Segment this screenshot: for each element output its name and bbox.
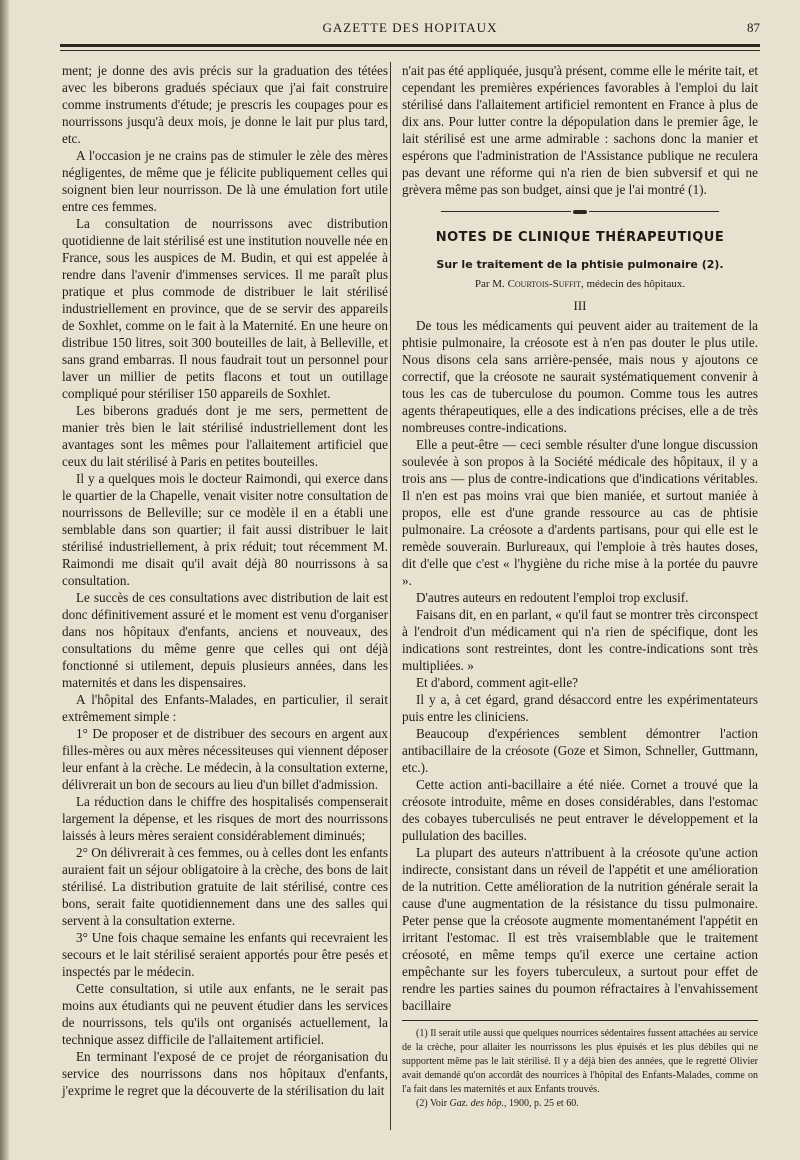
article-title: Sur le traitement de la phtisie pulmonaire (2). [436,258,724,271]
paragraph: 2° On délivrerait à ces femmes, ou à celles dont les enfants auraient fait un séjour obligatoire à la crèche, des bons de lait stérilisé. La distribution gratuite de lait stérilisé, contre ces bons, serait faite quotidiennement dans une des salles qui servent à la consultation externe. [62,845,388,928]
footnote-2 [402,1097,758,1111]
article-part-number: III [573,298,587,313]
paragraph: 3° Une fois chaque semaine les enfants qui recevraient les secours et le lait stérilisé seraient apportés pour être pesés et inspectés par le médecin. [62,930,388,979]
paragraph: En terminant l'exposé de ce projet de réorganisation du service des nourrissons dans nos hôpitaux d'enfants, j'exprime le regret que la découverte de la stérilisation du lait [62,1049,388,1098]
paragraph: Beaucoup d'expériences semblent démontrer l'action antibacillaire de la créosote (Goze et Simon, Schneller, Guttmann, etc.). [402,726,758,775]
paragraph: La plupart des auteurs n'attribuent à la créosote qu'une action indirecte, consistant dans un réveil de l'appétit et une amélioration de la nutrition. Cette amélioration de la nutrition générale serait la cause d'une augmentation de la résistance du tissu pulmonaire. Peter pense que la créosote augmente momentanément l'appétit en irritant l'estomac. Il est très vraisemblable que le traitement créosoté, en même temps qu'il exerce une certaine action empêchante sur les foyers tuberculeux, a surtout pour effet de rendre les parties saines du poumon réfractaires à l'envahissement bacillaire [402,845,758,1013]
byline-prefix: Par M. [474,278,505,290]
paragraph: Cette action anti-bacillaire a été niée. Cornet a trouvé que la créosote introduite, même en doses considérables, dans l'estomac des cobayes tuberculisés ne peut entraver le développement et la pullulation des bacilles. [402,777,758,843]
byline-author: Courtois-Suffit, [507,278,584,290]
paragraph: n'ait pas été appliquée, jusqu'à présent, comme elle le mérite tait, et cependant les premières expériences favorables à l'emploi du lait stérilisé dans l'allaitement artificiel remontent en France à plus de dix ans. Pour lutter contre la dépopulation dans le premier âge, le lait stérilisé est une arme admirable : sachons donc la manier et espérons que l'administration de l'Assistance publique ne reculera pas devant une réforme qui n'a rien de bien subversif et qui ne grèvera même pas son budget, ainsi que je l'ai montré (1). [402,63,758,197]
paragraph: Faisans dit, en en parlant, « qu'il faut se montrer très circonspect à l'endroit d'un médicament qui n'a rien de spécifique, dont les indications sont restreintes, dont les contre-indications sont très multipliées. » [402,607,758,673]
footnote-rule [402,1020,758,1021]
paragraph: Cette consultation, si utile aux enfants, ne le serait pas moins aux étudiants qui ne peuvent étudier dans les services de nourrissons, tels qu'ils ont organisés actuellement, la technique assez difficile de l'allaitement artificiel. [62,981,388,1047]
paragraph: Les biberons gradués dont je me sers, permettent de manier très bien le lait stérilisé industriellement dont les avantages sont les mêmes pour l'allaitement artificiel que ceux du lait stérilisé à Paris en petites bouteilles. [62,403,388,469]
footnote-1: (1) Il serait utile aussi que quelques nourrices sédentaires fussent attachées au service de la crèche, pour allaiter les nourrissons les plus épuisés et les plus débiles qui ne supportent même pas le lait stérilisé. Il y a déjà bien des années, que le regretté Olivier avait demandé qu'on accordât des nourrices à l'hôpital des Enfants-Malades, comme on l'a fait dans les maternités et aux Enfants trouvés. [402,1028,758,1095]
page-spine-shadow [0,0,10,1160]
paragraph: La consultation de nourrissons avec distribution quotidienne de lait stérilisé est une institution nouvelle née en France, sous les auspices de M. Budin, et qui est appelée à rendre dans l'avenir d'immenses services. Il me paraît plus pratique et plus commode de distribuer le lait stérilisé industriellement en province, que de se servir des appareils de Soxhlet, comme on le fait à la Maternité. En une heure on distribue 150 litres, soit 300 bouteilles de lait, à Belleville, et sans grand embarras. Il nous faudrait tout un personnel pour laver un millier de petits flacons et tout un outillage compliqué pour stériliser 150 appareils de Soxhlet. [62,216,388,401]
paragraph: Il y a quelques mois le docteur Raimondi, qui exerce dans le quartier de la Chapelle, venait visiter notre consultation de nourrissons de Belleville; sur ce modèle il en a établi une semblable dans son quartier; il fait aussi distribuer le lait stérilisé industriellement, à prix réduit; tout récemment M. Raimondi me disait qu'il avait déjà 80 nourrissons à sa consultation. [62,471,388,588]
journal-title: GAZETTE DES HOPITAUX [322,20,498,35]
header-rule-thin [60,50,760,51]
paragraph: D'autres auteurs en redoutent l'emploi trop exclusif. [416,590,689,605]
header-rule-thick [60,44,760,47]
paragraph: A l'hôpital des Enfants-Malades, en particulier, il serait extrêmement simple : [62,692,388,724]
byline-suffix: médecin des hôpitaux. [586,278,686,290]
right-column [402,62,758,1111]
section-separator [402,202,758,219]
left-column [62,62,388,1099]
footnote-2-journal: Gaz. des hôp., [449,1098,507,1109]
section-title: NOTES DE CLINIQUE THÉRAPEUTIQUE [435,230,725,245]
paragraph: Le succès de ces consultations avec distribution de lait est donc définitivement assuré et le moment est venu d'organiser dans nos hôpitaux d'enfants, anciens et nouveaux, des consultations du même genre que celles qui ont déjà fonctionné si utilement, depuis plusieurs années, dans les maternités et dans les dispensaires. [62,590,388,690]
paragraph: La réduction dans le chiffre des hospitalisés compenserait largement la dépense, et les risques de mort des nourrissons laissés à leurs mères seraient considérablement diminués; [62,794,388,843]
paragraph: 1° De proposer et de distribuer des secours en argent aux filles-mères ou aux mères nécessiteuses qui viennent déposer leur enfant à la crèche. Le médecin, à la consultation externe, délivrerait un bon de secours au lieu d'un billet d'admission. [62,726,388,792]
footnote-2-prefix: (2) Voir [416,1098,448,1109]
paragraph: Elle a peut-être — ceci semble résulter d'une longue discussion soulevée à son propos à la Société médicale des hôpitaux, il y a trois ans — plus de contre-indications que d'indications véritables. Il n'en est pas moins vrai que bien maniée, et surtout maniée à propos, elle est d'une grande ressource au cas de phtisie pulmonaire. La créosote a d'ardents partisans, pour qui elle est le remède souverain. Burlureaux, qui l'emploie à très hautes doses, dit d'elle que c'est « l'hygiène du riche mise à la portée du pauvre ». [402,437,758,588]
page-number: 87 [747,20,760,35]
footnote-2-suffix: 1900, p. 25 et 60. [508,1098,579,1109]
paragraph: Et d'abord, comment agit-elle? [416,675,579,690]
paragraph: ment; je donne des avis précis sur la graduation des tétées avec les biberons gradués spéciaux que j'ai fait construire comme instruments d'étude; je prescris les coupages pour es nourrissons jusqu'à deux mois, je donne le lait pur plus tard, etc. [62,63,388,146]
paragraph: A l'occasion je ne crains pas de stimuler le zèle des mères négligentes, de même que je félicite publiquement celles qui soignent bien leur nourrisson. De là une émulation fort utile entre ces femmes. [62,148,388,214]
page-header [60,20,760,38]
column-divider [390,62,391,1130]
paragraph: De tous les médicaments qui peuvent aider au traitement de la phtisie pulmonaire, la créosote est à n'en pas douter le plus utile. Nous disons cela sans arrière-pensée, mais nous y ajoutons ce correctif, que la créosote ne saurait systématiquement convenir à tous les cas de tuberculose du poumon. Comme tous les autres agents thérapeutiques, elle a des indications précises, elle a de très nombreuses contre-indications. [402,318,758,435]
paragraph: Il y a, à cet égard, grand désaccord entre les expérimentateurs puis entre les cliniciens. [402,692,758,724]
article-byline [402,276,758,293]
